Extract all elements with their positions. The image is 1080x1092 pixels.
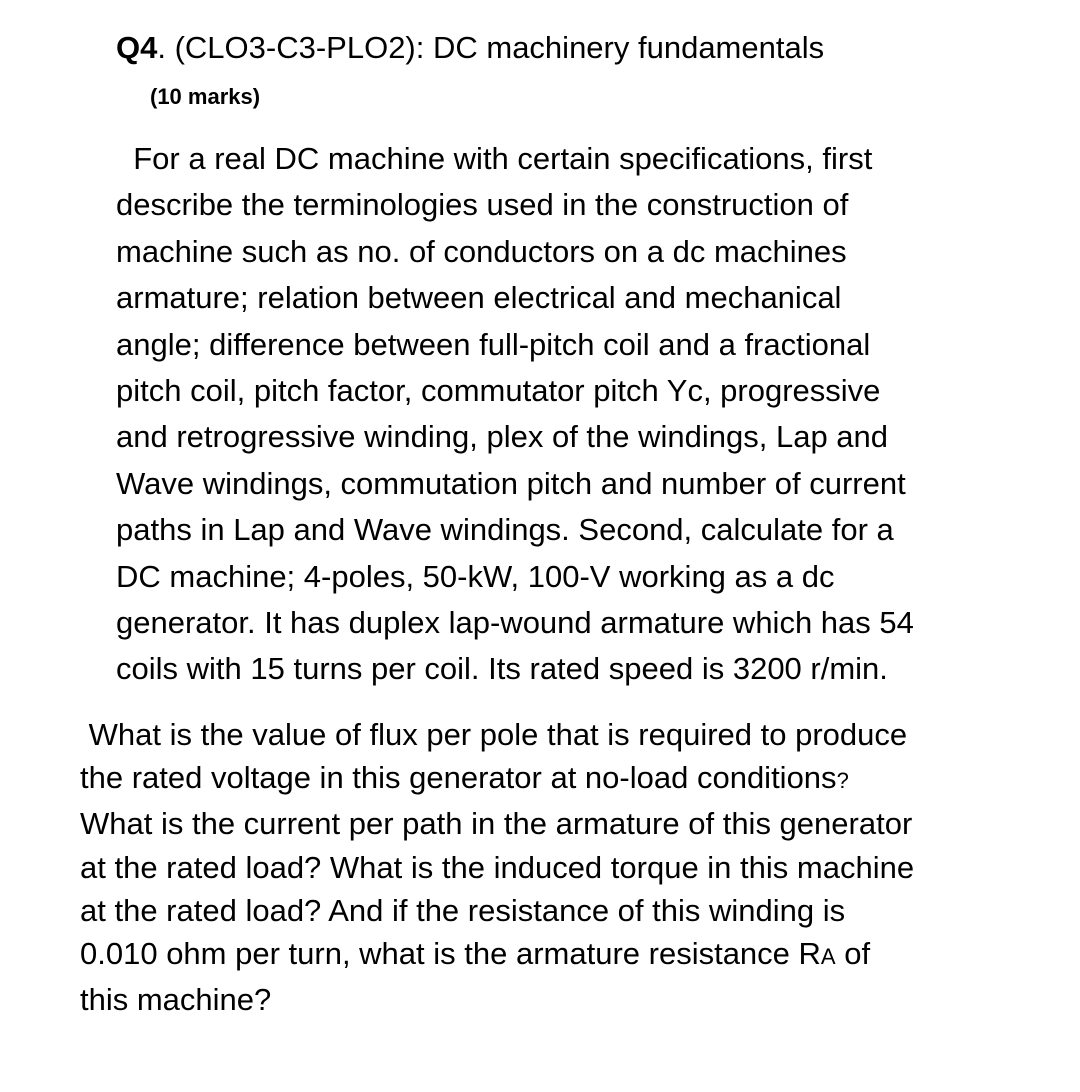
description-line: generator. It has duplex lap-wound armature which has 54 (116, 605, 914, 641)
description-line: For a real DC machine with certain specifications, first (116, 141, 873, 176)
task-line-text: the rated voltage in this generator at no-load conditions (80, 760, 837, 796)
task-line (80, 932, 914, 978)
description-line: and retrogressive winding, plex of the windings, Lap and (116, 419, 889, 455)
question-number: Q4 (116, 30, 158, 65)
question-heading (116, 28, 824, 68)
description-line: pitch coil, pitch factor, commutator pitch Yc, progressive (116, 373, 881, 409)
description-line: coils with 15 turns per coil. Its rated speed is 3200 r/min. (116, 651, 888, 687)
task-line-end: of (835, 936, 871, 972)
armature-resistance-subscript: A (820, 944, 836, 970)
question-title: . (CLO3-C3-PLO2): DC machinery fundamentals (157, 30, 825, 65)
task-line: this machine? (80, 982, 272, 1018)
description-line: angle; difference between full-pitch coil and a fractional (116, 326, 871, 362)
description-line: describe the terminologies used in the construction of (116, 187, 849, 223)
task-line: What is the value of flux per pole that is required to produce (80, 717, 908, 752)
marks-label: (10 marks) (150, 84, 261, 109)
description-line: paths in Lap and Wave windings. Second, calculate for a (116, 512, 894, 548)
task-line (80, 756, 914, 802)
description-line: Wave windings, commutation pitch and number of current (116, 465, 906, 501)
description-line: DC machine; 4-poles, 50-kW, 100-V working as a dc (116, 558, 835, 594)
task-line: What is the current per path in the armature of this generator (80, 806, 913, 842)
task-line-text: 0.010 ohm per turn, what is the armature resistance R (80, 936, 821, 972)
description-line: machine such as no. of conductors on a dc machines (116, 233, 847, 269)
task-question-mark: ? (836, 768, 849, 794)
question-tasks (80, 713, 914, 1021)
description-line: armature; relation between electrical and mechanical (116, 280, 842, 316)
task-line: at the rated load? What is the induced torque in this machine (80, 849, 915, 885)
question-description (116, 136, 914, 693)
task-line: at the rated load? And if the resistance of this winding is (80, 892, 846, 928)
